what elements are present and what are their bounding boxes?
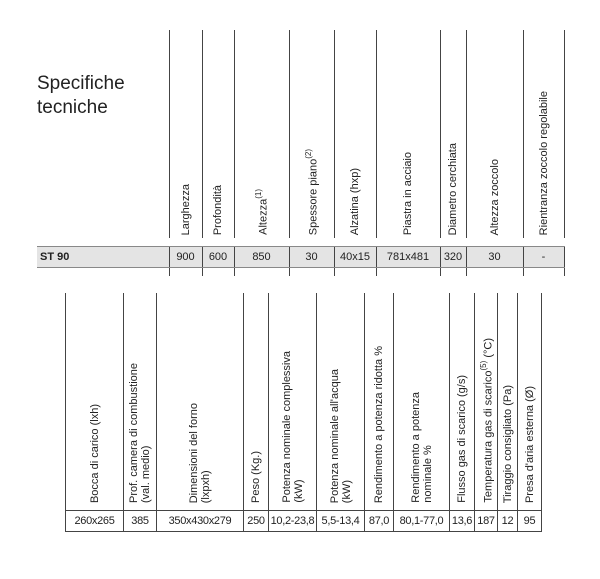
title-line-2: tecniche <box>37 97 108 118</box>
column-header: Potenza nominale all'acqua (kW) <box>317 293 365 506</box>
column-header: Potenza nominale complessiva (kW) <box>269 293 317 506</box>
table-cell: 781x481 <box>376 247 440 268</box>
table-cell: 30 <box>466 247 523 268</box>
row-label-header-cell <box>37 30 169 238</box>
column-header: Peso (Kg.) <box>244 293 269 506</box>
table-cell: 385 <box>124 511 157 532</box>
column-header: Profondità <box>202 30 234 238</box>
column-header: Flusso gas di scarico (g/s) <box>450 293 475 506</box>
column-header: Diametro cerchiata <box>440 30 466 238</box>
column-header: Alzatina (hxp) <box>334 30 376 238</box>
column-header: Dimensioni del forno (lxpxh) <box>157 293 244 506</box>
table-cell: 600 <box>202 247 234 268</box>
column-header: Rendimento a potenza nominale % <box>394 293 450 506</box>
column-header: Bocca di carico (lxh) <box>66 293 124 506</box>
table-cell: 260x265 <box>66 511 124 532</box>
specs-table-performance <box>65 293 543 532</box>
row-label: ST 90 <box>37 247 169 268</box>
table-row <box>37 247 565 268</box>
column-header: Presa d'aria esterna (Ø) <box>518 293 542 506</box>
column-header: Altezza$^{(1)}$ <box>234 30 289 238</box>
table-cell: 10,2-23,8 <box>269 511 317 532</box>
table-cell: 95 <box>518 511 542 532</box>
table-row <box>66 511 543 532</box>
table-cell: 320 <box>440 247 466 268</box>
column-header: Larghezza <box>169 30 202 238</box>
column-header: Rendimento a potenza ridotta % <box>365 293 394 506</box>
table-cell: 250 <box>244 511 269 532</box>
title-line-1: Specifiche <box>37 73 125 94</box>
specs-table-dimensions <box>37 30 565 276</box>
column-header: Spessore piano$^{(2)}$ <box>289 30 334 238</box>
table-cell: 900 <box>169 247 202 268</box>
table-cell: 350x430x279 <box>157 511 244 532</box>
table-cell: 187 <box>475 511 498 532</box>
table-cell: 80,1-77,0 <box>394 511 450 532</box>
column-header: Temperatura gas di scarico$^{(5)}$ (°C) <box>475 293 498 506</box>
column-header: Altezza zoccolo <box>466 30 523 238</box>
table-cell: 87,0 <box>365 511 394 532</box>
column-header: Tiraggio consigliato (Pa) <box>498 293 518 506</box>
column-header: Piastra in acciaio <box>376 30 440 238</box>
column-header: Rientranza zoccolo regolabile <box>523 30 564 238</box>
table-cell: 13,6 <box>450 511 475 532</box>
table-cell: 40x15 <box>334 247 376 268</box>
table-cell: - <box>523 247 564 268</box>
table-cell: 30 <box>289 247 334 268</box>
column-header: Prof. camera di combustione (val. medio) <box>124 293 157 506</box>
table-cell: 12 <box>498 511 518 532</box>
table-cell: 850 <box>234 247 289 268</box>
table-cell: 5,5-13,4 <box>317 511 365 532</box>
